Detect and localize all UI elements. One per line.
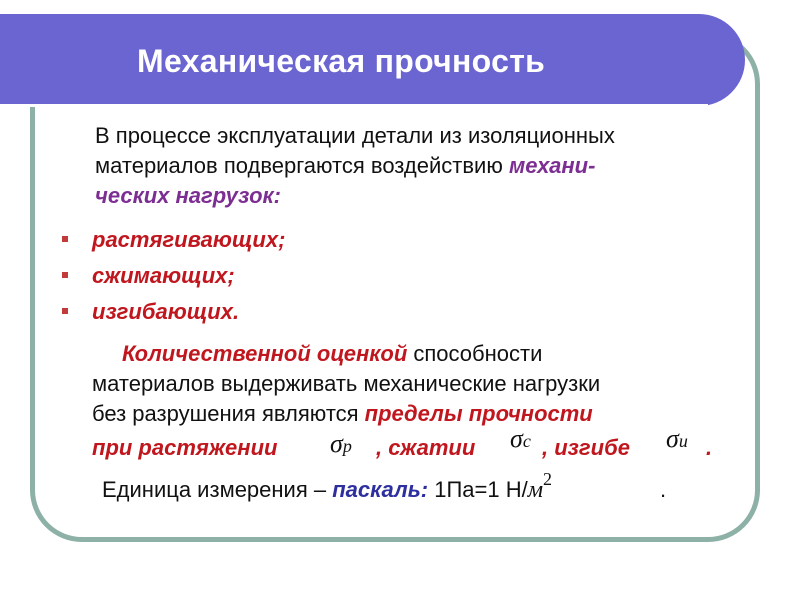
subscript-p: р (342, 436, 352, 456)
units-formula: 1Па=1 Н/ (428, 477, 528, 502)
bullet-icon (62, 236, 68, 242)
bullet-icon (62, 272, 68, 278)
quant-line-1-text: способности (407, 341, 543, 366)
intro-line-1: В процессе эксплуатации детали из изоляционных (95, 123, 615, 148)
sentence-end: . (706, 435, 713, 460)
tension-label: при растяжении (92, 435, 278, 460)
units-prefix: Единица измерения – (102, 477, 333, 502)
bending-label: , изгибе (542, 435, 630, 460)
strength-limits-highlight: пределы прочности (364, 401, 593, 426)
quant-line-2: материалов выдерживать механические нагрузки (92, 371, 601, 396)
compression-label: , сжатии (376, 435, 476, 460)
sigma-p-symbol (330, 429, 352, 459)
subscript-u: и (678, 431, 688, 451)
sigma-c-symbol (510, 424, 531, 454)
sigma-symbol: σ (510, 424, 523, 453)
sigma-symbol: σ (330, 429, 343, 458)
unit-m: м (527, 477, 544, 503)
sigma-symbol: σ (666, 424, 679, 453)
quant-line-3-text: без разрушения являются (92, 401, 365, 426)
list-item-label: сжимающих; (92, 263, 235, 288)
units-end: . (660, 477, 667, 502)
units-line (102, 469, 553, 505)
mechanical-loads-highlight: механи- (508, 153, 596, 178)
subscript-c: с (522, 431, 531, 451)
quant-highlight: Количественной оценкой (122, 341, 408, 366)
list-item-label: растягивающих; (92, 227, 286, 252)
title-underline (0, 104, 708, 107)
sigma-u-symbol (666, 424, 688, 454)
unit-exponent: 2 (543, 469, 553, 489)
pascal-highlight: паскаль: (332, 477, 429, 502)
intro-line-2-text: материалов подвергаются воздействию (95, 153, 509, 178)
list-item-label: изгибающих. (92, 299, 240, 324)
bullet-icon (62, 308, 68, 314)
slide-title: Механическая прочность (137, 43, 546, 79)
intro-line-3: ческих нагрузок: (95, 183, 281, 208)
intro-line-2 (95, 152, 595, 180)
quant-line-1 (122, 340, 542, 368)
